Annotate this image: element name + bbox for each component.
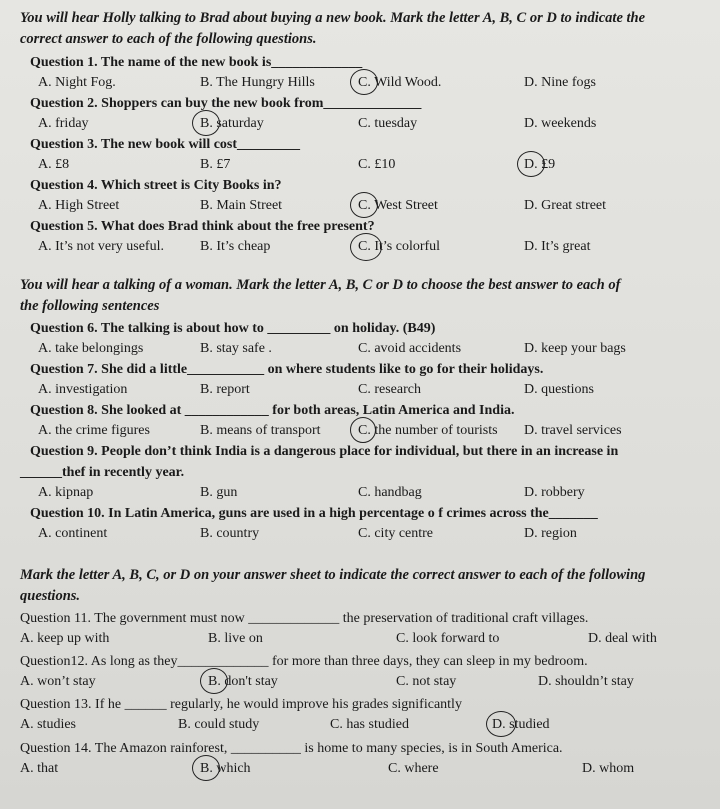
question-stem: Question 2. Shoppers can buy the new book from______________ xyxy=(30,96,422,111)
option-b[interactable]: B. don't stay xyxy=(208,674,278,689)
option-b[interactable]: B. country xyxy=(200,526,260,541)
option-b[interactable]: B. Main Street xyxy=(200,198,283,213)
question-stem: Question 4. Which street is City Books in? xyxy=(30,178,282,193)
option-c[interactable]: C. tuesday xyxy=(358,116,418,131)
option-a[interactable]: A. continent xyxy=(38,526,108,541)
instruction-line: You will hear Holly talking to Brad about buying a new book. Mark the letter A, B, C or D to indicate the xyxy=(20,10,646,26)
question-stem-continued: ______thef in recently year. xyxy=(20,465,185,480)
option-c[interactable]: C. the number of tourists xyxy=(358,423,498,438)
option-b[interactable]: B. It’s cheap xyxy=(200,239,271,254)
instruction-line: You will hear a talking of a woman. Mark the letter A, B, C or D to choose the best answer to each of xyxy=(20,277,621,293)
option-d[interactable]: D. Nine fogs xyxy=(524,75,596,90)
option-a[interactable]: A. £8 xyxy=(38,157,70,172)
option-d[interactable]: D. travel services xyxy=(524,423,622,438)
option-a[interactable]: A. High Street xyxy=(38,198,120,213)
option-a[interactable]: A. It’s not very useful. xyxy=(38,239,164,254)
option-b[interactable]: B. which xyxy=(200,761,251,776)
option-b[interactable]: B. could study xyxy=(178,717,260,732)
option-a[interactable]: A. keep up with xyxy=(20,631,110,646)
option-a[interactable]: A. Night Fog. xyxy=(38,75,116,90)
option-d[interactable]: D. keep your bags xyxy=(524,341,626,356)
option-a[interactable]: A. investigation xyxy=(38,382,128,397)
option-d[interactable]: D. whom xyxy=(582,761,635,776)
instruction-line: Mark the letter A, B, C, or D on your answer sheet to indicate the correct answer to each of the following xyxy=(20,567,646,583)
question-stem: Question 13. If he ______ regularly, he would improve his grades significantly xyxy=(20,697,462,712)
question-stem: Question 3. The new book will cost_________ xyxy=(30,137,301,152)
option-a[interactable]: A. won’t stay xyxy=(20,674,96,689)
instruction-line: correct answer to each of the following questions. xyxy=(20,31,317,47)
option-b[interactable]: B. stay safe . xyxy=(200,341,272,356)
option-d[interactable]: D. deal with xyxy=(588,631,657,646)
option-c[interactable]: C. avoid accidents xyxy=(358,341,462,356)
question-stem: Question 7. She did a little___________ on where students like to go for their holidays. xyxy=(30,362,544,377)
option-c[interactable]: C. where xyxy=(388,761,439,776)
option-a[interactable]: A. that xyxy=(20,761,59,776)
option-b[interactable]: B. live on xyxy=(208,631,263,646)
option-b[interactable]: B. The Hungry Hills xyxy=(200,75,315,90)
option-b[interactable]: B. report xyxy=(200,382,250,397)
question-stem: Question 11. The government must now _____________ the preservation of traditional craft villages. xyxy=(20,611,589,626)
option-b[interactable]: B. means of transport xyxy=(200,423,321,438)
question-stem: Question 14. The Amazon rainforest, __________ is home to many species, is in South America. xyxy=(20,741,563,756)
instruction-line: questions. xyxy=(20,588,81,604)
option-a[interactable]: A. friday xyxy=(38,116,89,131)
option-c[interactable]: C. £10 xyxy=(358,157,396,172)
question-stem: Question 1. The name of the new book is_____________ xyxy=(30,55,363,70)
question-stem: Question 10. In Latin America, guns are used in a high percentage o f crimes across the_______ xyxy=(30,506,598,521)
option-d[interactable]: D. questions xyxy=(524,382,594,397)
question-stem: Question 5. What does Brad think about the free present? xyxy=(30,219,375,234)
option-c[interactable]: C. research xyxy=(358,382,421,397)
option-a[interactable]: A. the crime figures xyxy=(38,423,150,438)
question-stem: Question12. As long as they_____________ for more than three days, they can sleep in my bedroom. xyxy=(20,654,588,669)
question-stem: Question 6. The talking is about how to _________ on holiday. (B49) xyxy=(30,321,436,336)
option-c[interactable]: C. look forward to xyxy=(396,631,500,646)
option-a[interactable]: A. take belongings xyxy=(38,341,144,356)
option-d[interactable]: D. weekends xyxy=(524,116,597,131)
option-d[interactable]: D. £9 xyxy=(524,157,556,172)
option-d[interactable]: D. studied xyxy=(492,717,550,732)
option-c[interactable]: C. city centre xyxy=(358,526,434,541)
question-stem: Question 8. She looked at ____________ for both areas, Latin America and India. xyxy=(30,403,515,418)
option-c[interactable]: C. not stay xyxy=(396,674,457,689)
option-c[interactable]: C. West Street xyxy=(358,198,438,213)
option-d[interactable]: D. region xyxy=(524,526,577,541)
option-c[interactable]: C. has studied xyxy=(330,717,409,732)
option-b[interactable]: B. gun xyxy=(200,485,238,500)
option-d[interactable]: D. shouldn’t stay xyxy=(538,674,634,689)
option-c[interactable]: C. It’s colorful xyxy=(358,239,441,254)
option-a[interactable]: A. studies xyxy=(20,717,76,732)
option-d[interactable]: D. It’s great xyxy=(524,239,591,254)
instruction-line: the following sentences xyxy=(20,298,160,314)
option-d[interactable]: D. robbery xyxy=(524,485,585,500)
option-b[interactable]: B. £7 xyxy=(200,157,231,172)
question-stem: Question 9. People don’t think India is a dangerous place for individual, but there in an increase in xyxy=(30,444,619,459)
option-c[interactable]: C. handbag xyxy=(358,485,422,500)
option-c[interactable]: C. Wild Wood. xyxy=(358,75,442,90)
option-d[interactable]: D. Great street xyxy=(524,198,607,213)
option-b[interactable]: B. saturday xyxy=(200,116,264,131)
option-a[interactable]: A. kipnap xyxy=(38,485,94,500)
